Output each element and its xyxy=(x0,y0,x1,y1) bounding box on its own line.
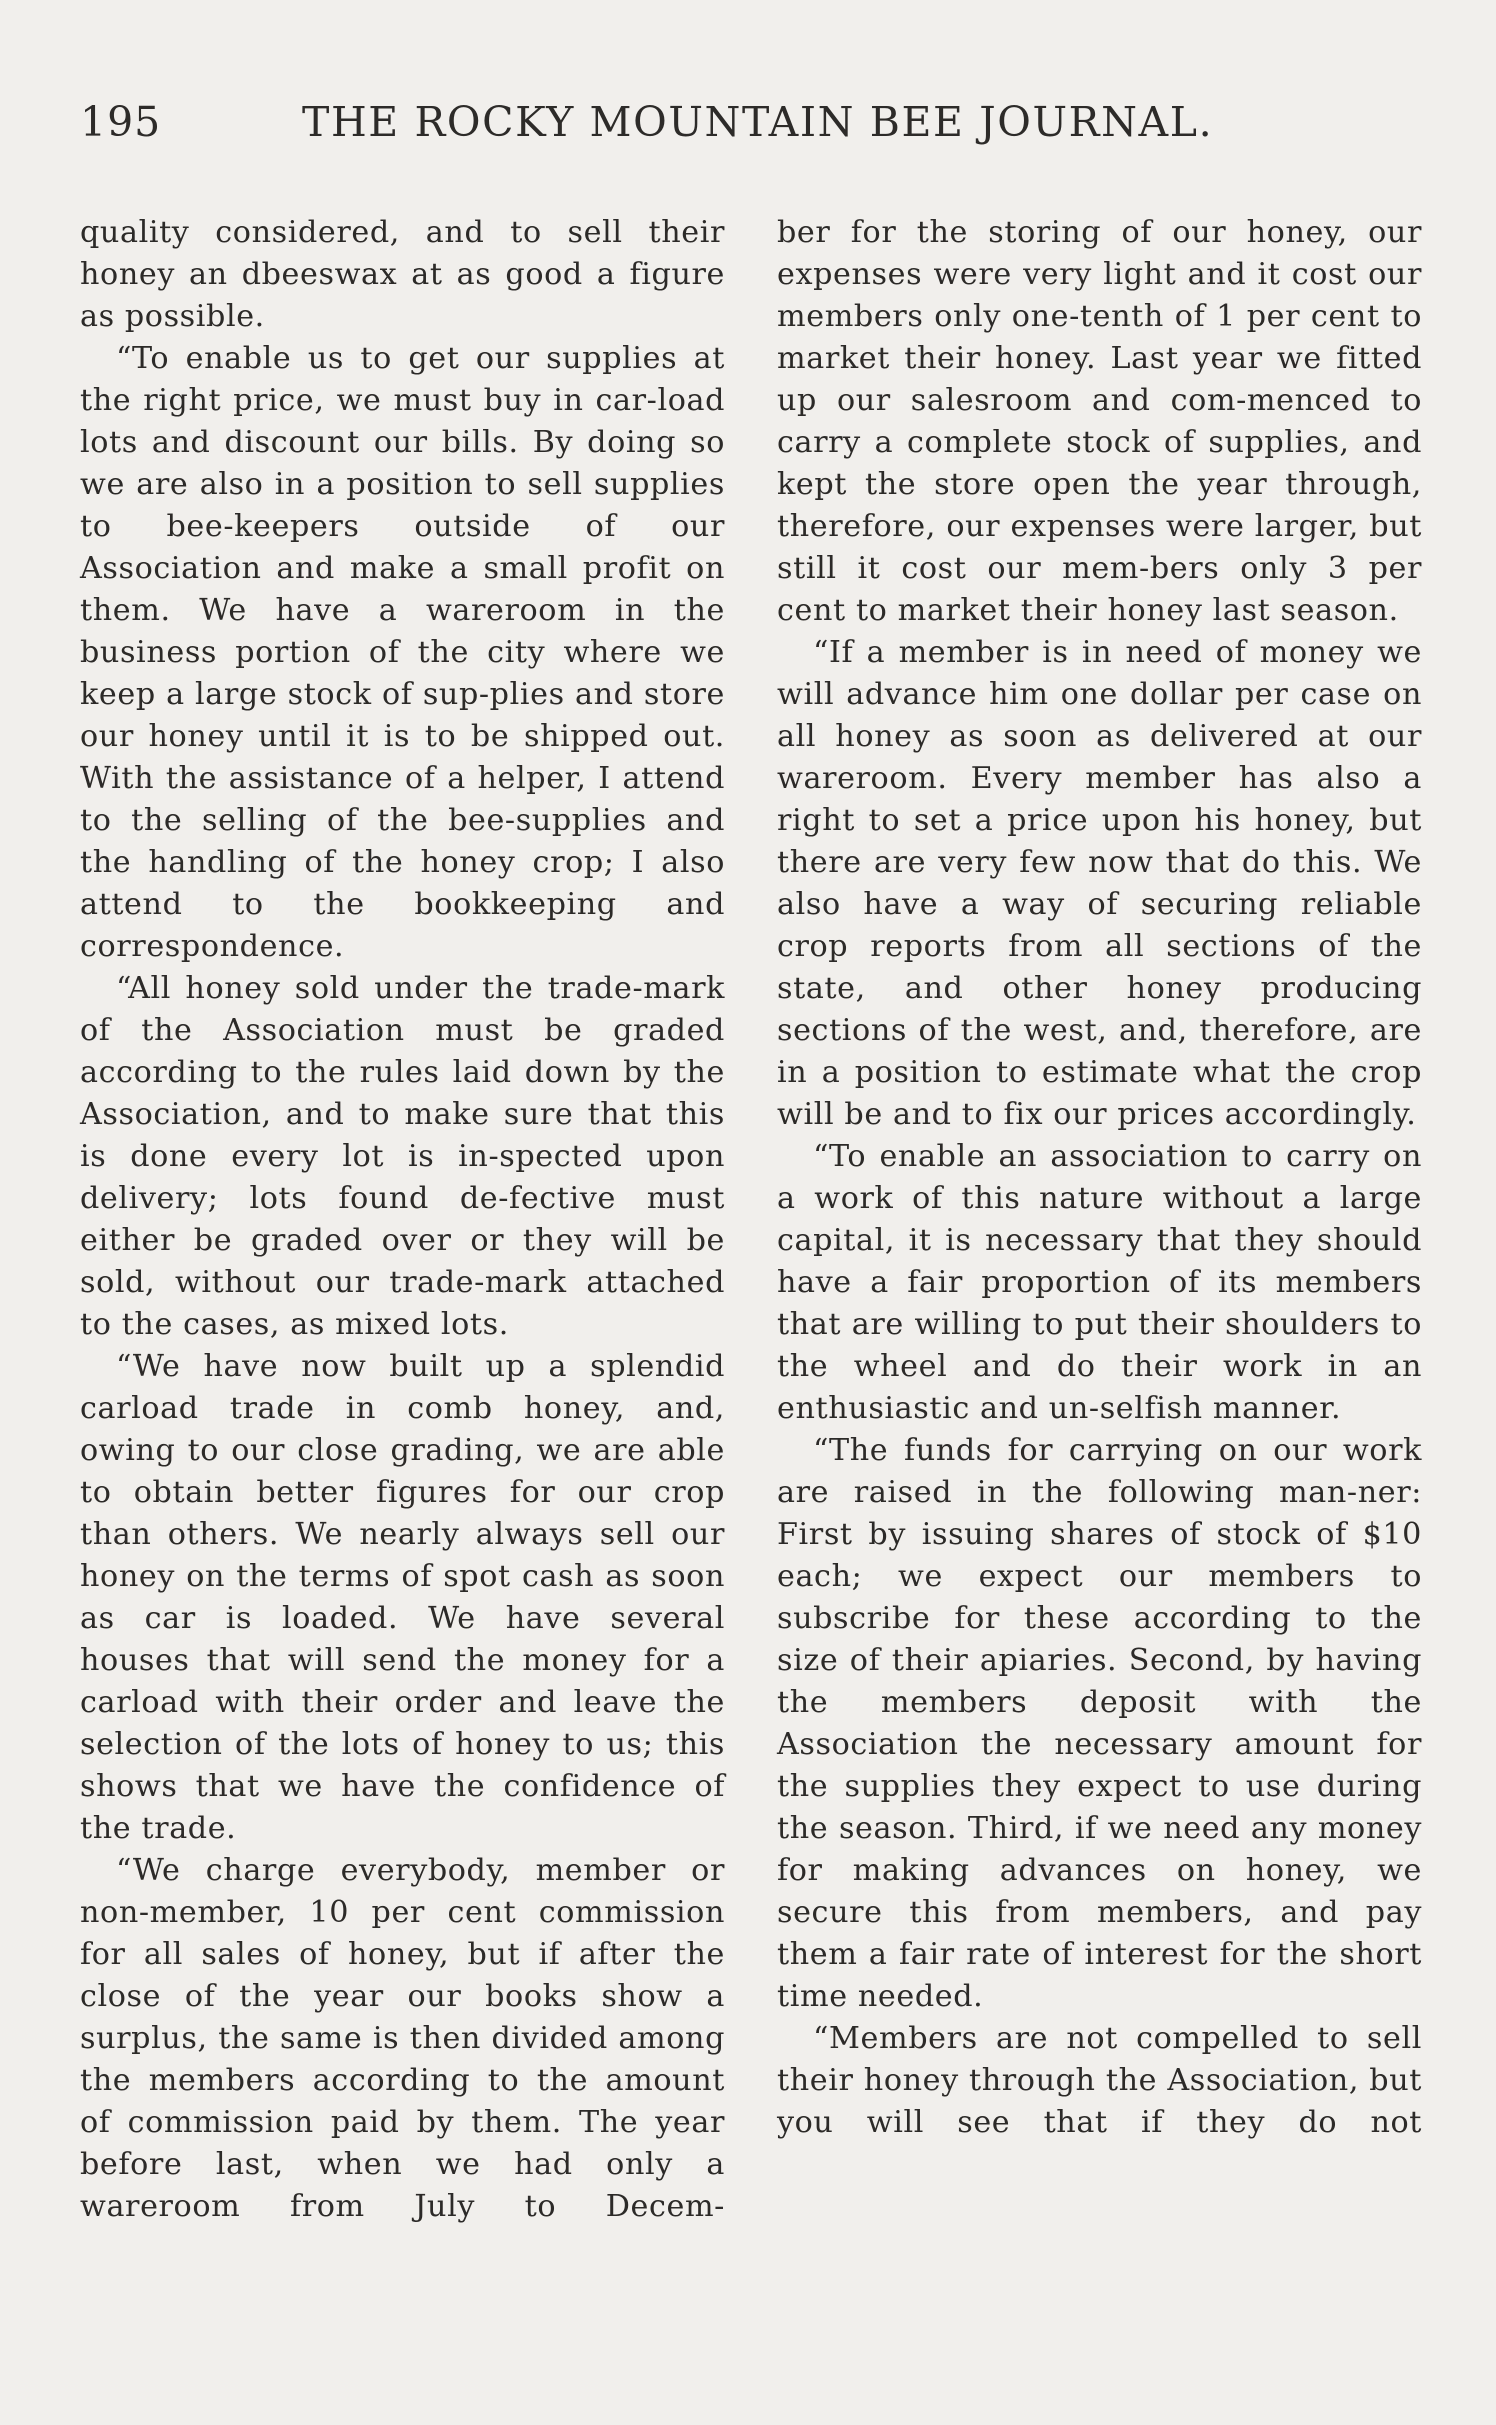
journal-title: THE ROCKY MOUNTAIN BEE JOURNAL. xyxy=(302,98,1214,146)
paragraph: “If a member is in need of money we will advance him one dollar per case on all honey as soon as delivered at our wareroom. Every member has also a right to set a price upon his honey, but there are very few now that do this. We also have a way of securing reliable crop reports from all sections of the state, and other honey producing sections of the west, and, therefore, are in a position to estimate what the crop will be and to fix our prices accordingly. xyxy=(777,635,1422,1132)
right-column xyxy=(777,212,1422,2144)
paragraph: quality considered, and to sell their honey an dbeeswax at as good a figure as possible. xyxy=(80,215,725,334)
paragraph: ber for the storing of our honey, our expenses were very light and it cost our members only one-tenth of 1 per cent to market their honey. Last year we fitted up our salesroom and com-menced to carry a complete stock of supplies, and kept the store open the year through, therefore, our expenses were larger, but still it cost our mem-bers only 3 per cent to market their honey last season. xyxy=(777,215,1422,628)
left-column xyxy=(80,212,725,2228)
page-number: 195 xyxy=(80,98,162,146)
paragraph: “All honey sold under the trade-mark of the Association must be graded according to the rules laid down by the Association, and to make sure that this is done every lot is in-spected upon delivery; lots found de-fective must either be graded over or they will be sold, without our trade-mark attached to the cases, as mixed lots. xyxy=(80,971,725,1342)
paragraph: “We charge everybody, member or non-member, 10 per cent commission for all sales of honey, but if after the close of the year our books show a surplus, the same is then divided among the members according to the amount of commission paid by them. The year before last, when we had only a wareroom from July to Decem- xyxy=(80,1853,725,2224)
paragraph: “To enable us to get our supplies at the right price, we must buy in car-load lots and discount our bills. By doing so we are also in a position to sell supplies to bee-keepers outside of our Association and make a small profit on them. We have a wareroom in the business portion of the city where we keep a large stock of sup-plies and store our honey until it is to be shipped out. With the assistance of a helper, I attend to the selling of the bee-supplies and the handling of the honey crop; I also attend to the bookkeeping and correspondence. xyxy=(80,341,725,964)
paragraph: “We have now built up a splendid carload trade in comb honey, and, owing to our close grading, we are able to obtain better figures for our crop than others. We nearly always sell our honey on the terms of spot cash as soon as car is loaded. We have several houses that will send the money for a carload with their order and leave the selection of the lots of honey to us; this shows that we have the confidence of the trade. xyxy=(80,1349,725,1846)
paragraph: “To enable an association to carry on a work of this nature without a large capital, it is necessary that they should have a fair proportion of its members that are willing to put their shoulders to the wheel and do their work in an enthusiastic and un-selfish manner. xyxy=(777,1139,1422,1426)
paragraph: “Members are not compelled to sell their honey through the Association, but you will see that if they do not xyxy=(777,2021,1422,2140)
paragraph: “The funds for carrying on our work are raised in the following man-ner: First by issuing shares of stock of $10 each; we expect our members to subscribe for these according to the size of their apiaries. Second, by having the members deposit with the Association the necessary amount for the supplies they expect to use during the season. Third, if we need any money for making advances on honey, we secure this from members, and pay them a fair rate of interest for the short time needed. xyxy=(777,1433,1422,2014)
